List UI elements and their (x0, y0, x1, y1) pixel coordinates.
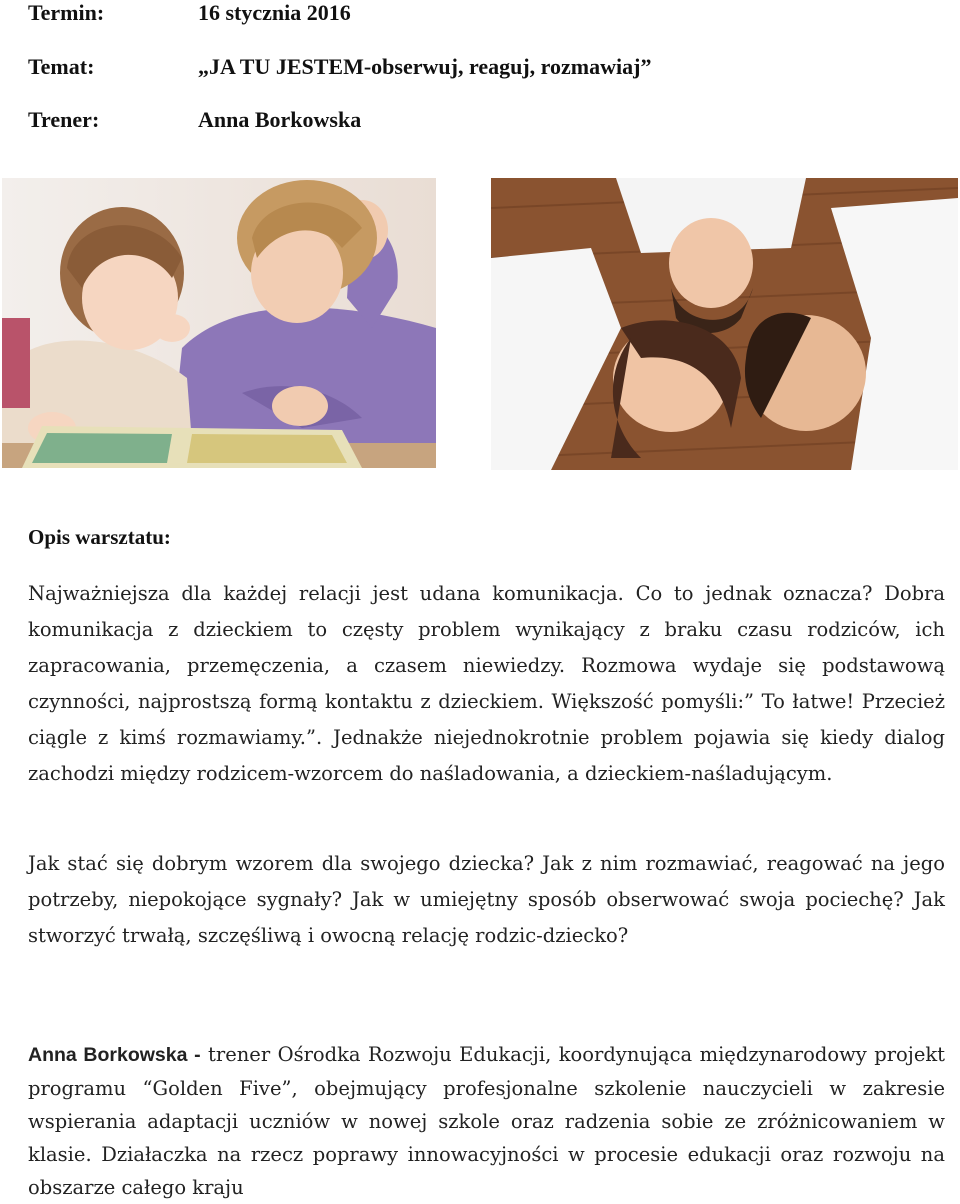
trener-row (28, 107, 361, 133)
bio-text: trener Ośrodka Rozwoju Edukacji, koordynująca międzynarodowy projekt programu “Golden Five”, obejmujący profesjonalne szkolenie nauczycieli w zakresie wspierania adaptacji uczniów w nowej szkole oraz radzenia sobie ze zróżnicowaniem w klasie. Działaczka na rzecz poprawy innowacyjności w procesie edukacji oraz rozwoju na obszarze całego kraju (28, 1043, 946, 1199)
description-paragraph-1: Najważniejsza dla każdej relacji jest udana komunikacja. Co to jednak oznacza? Dobra komunikacja z dzieckiem to częsty problem wynikający z braku czasu rodziców, ich zapracowania, przemęczenia, a czasem niewiedzy. Rozmowa wydaje się podstawową czynności, najprostszą formą kontaktu z dzieckiem. Większość pomyśli:” To łatwe! Przecież ciągle z kimś rozmawiamy.”. Jednakże niejednokrotnie problem pojawia się kiedy dialog zachodzi między rodzicem-wzorcem do naśladowania, a dzieckiem-naśladującym. (28, 582, 945, 785)
termin-row (28, 0, 351, 26)
termin-value: 16 stycznia 2016 (198, 0, 351, 25)
trener-value: Anna Borkowska (198, 107, 362, 132)
trener-label: Trener: (28, 107, 100, 132)
termin-label: Termin: (28, 0, 105, 25)
photo-mother-child (2, 178, 436, 468)
temat-value: „JA TU JESTEM-obserwuj, reaguj, rozmawiaj” (198, 54, 652, 79)
temat-label: Temat: (28, 54, 95, 79)
photo-family-floor (491, 178, 958, 470)
description-paragraph-2: Jak stać się dobrym wzorem dla swojego dziecka? Jak z nim rozmawiać, reagować na jego potrzeby, niepokojące sygnały? Jak w umiejętny sposób obserwować swoja pociechę? Jak stworzyć trwałą, szczęśliwą i owocną relację rodzic-dziecko? (28, 852, 945, 947)
trainer-bio (28, 1038, 945, 1204)
temat-row (28, 54, 651, 80)
description-title: Opis warsztatu: (28, 525, 171, 549)
bio-name: Anna Borkowska - (28, 1044, 201, 1066)
